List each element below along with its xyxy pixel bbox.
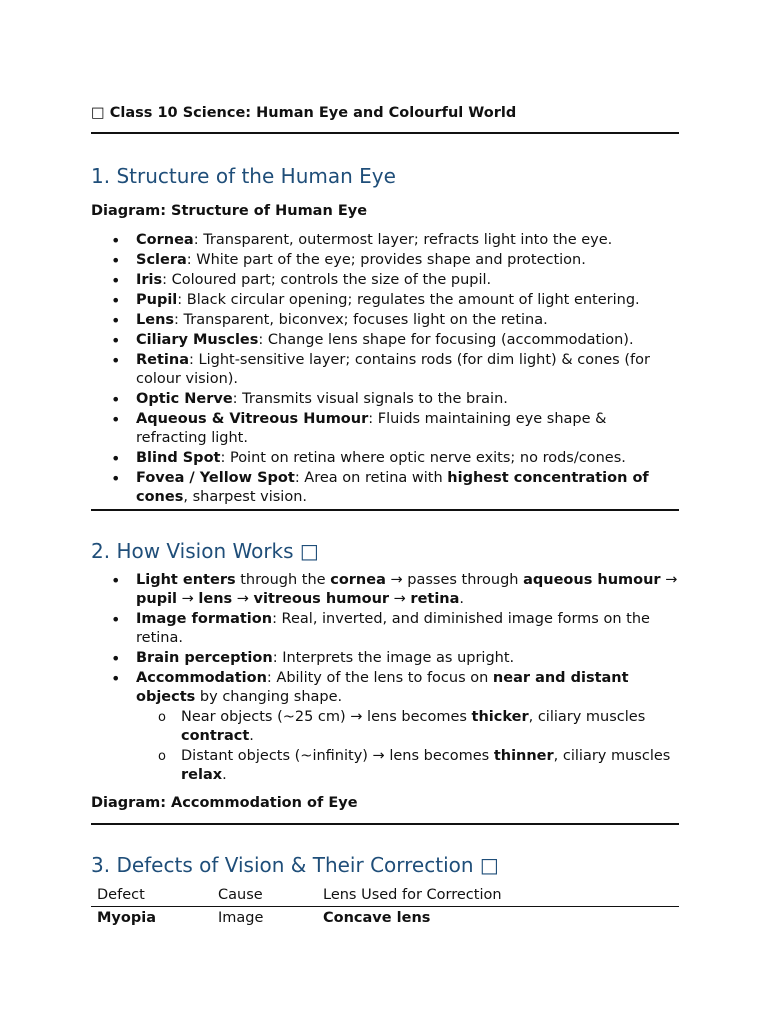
eye-parts-list [91, 231, 679, 507]
list-item: • Blind Spot: Point on retina where optic nerve exits; no rods/cones. [136, 449, 679, 468]
list-item: • Light enters through the cornea → passes through aqueous humour → pupil → lens → vitreous humour → retina. [136, 571, 679, 609]
list-item: • Iris: Coloured part; controls the size of the pupil. [136, 271, 679, 290]
section-2-diagram-label: Diagram: Accommodation of Eye [91, 795, 358, 811]
column-header: Defect [91, 884, 212, 907]
divider [91, 823, 679, 825]
list-item: • Brain perception: Interprets the image as upright. [136, 649, 679, 668]
list-item: • Ciliary Muscles: Change lens shape for focusing (accommodation). [136, 331, 679, 350]
table-cell: Myopia [97, 910, 156, 926]
vision-steps-list [91, 571, 679, 785]
section-1-heading: 1. Structure of the Human Eye [91, 164, 396, 188]
column-header: Cause [212, 884, 317, 907]
table-cell: Concave lens [323, 910, 431, 926]
table-row [91, 907, 679, 931]
accommodation-sublist [136, 708, 679, 785]
title-text: Class 10 Science: Human Eye and Colourful World [109, 105, 517, 121]
divider [91, 132, 679, 134]
list-item: • Accommodation: Ability of the lens to focus on near and distant objects by changing shape. o Near objects (~25 cm) → lens becomes thicker, ciliary muscles contract. o Distant objects (~infinity) → lens becomes thinner, ciliary muscles relax. [136, 669, 679, 785]
title-icon: □ [91, 105, 105, 121]
list-item: • Retina: Light-sensitive layer; contains rods (for dim light) & cones (for colour vision). [136, 351, 679, 389]
defects-table [91, 884, 679, 930]
heading-icon: □ [479, 853, 499, 877]
list-item: • Pupil: Black circular opening; regulates the amount of light entering. [136, 291, 679, 310]
list-item: • Lens: Transparent, biconvex; focuses light on the retina. [136, 311, 679, 330]
sub-list-item: o Distant objects (~infinity) → lens becomes thinner, ciliary muscles relax. [181, 747, 679, 785]
section-1-diagram-label: Diagram: Structure of Human Eye [91, 203, 368, 219]
document-title [91, 100, 679, 126]
table-header-row [91, 884, 679, 907]
divider [91, 509, 679, 511]
column-header: Lens Used for Correction [317, 884, 679, 907]
document-content [91, 100, 679, 930]
section-3-heading: 3. Defects of Vision & Their Correction □ [91, 853, 499, 877]
section-2-heading: 2. How Vision Works □ [91, 539, 319, 563]
list-item: • Sclera: White part of the eye; provides shape and protection. [136, 251, 679, 270]
sub-list-item: o Near objects (~25 cm) → lens becomes thicker, ciliary muscles contract. [181, 708, 679, 746]
list-item: • Image formation: Real, inverted, and diminished image forms on the retina. [136, 610, 679, 648]
list-item: • Cornea: Transparent, outermost layer; refracts light into the eye. [136, 231, 679, 250]
list-item: • Aqueous & Vitreous Humour: Fluids maintaining eye shape & refracting light. [136, 410, 679, 448]
table-cell: Image [218, 910, 264, 926]
heading-icon: □ [299, 539, 319, 563]
list-item: • Fovea / Yellow Spot: Area on retina with highest concentration of cones, sharpest vision. [136, 469, 679, 507]
list-item: • Optic Nerve: Transmits visual signals to the brain. [136, 390, 679, 409]
